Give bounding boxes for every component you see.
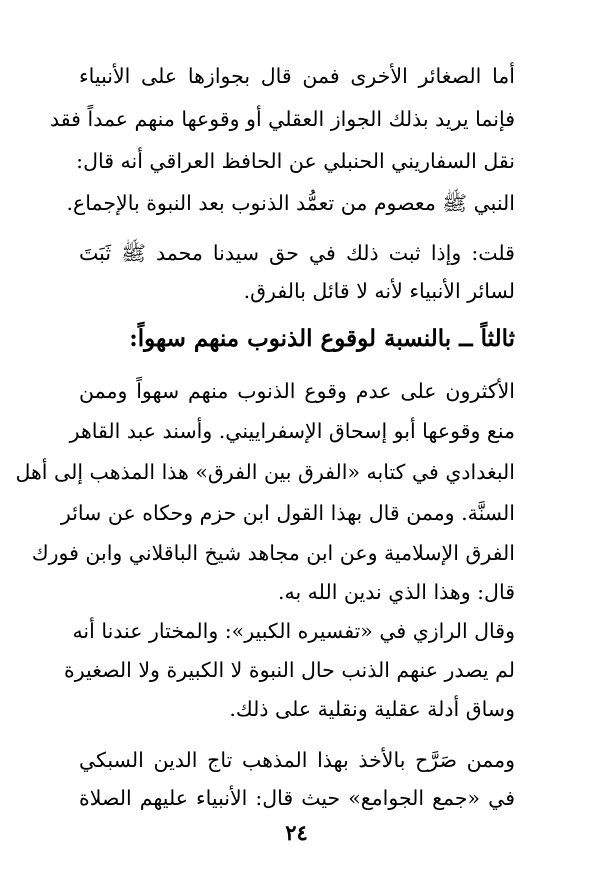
text-line: البغدادي في كتابه «الفرق بين الفرق» هذا المذهب إلى أهل xyxy=(15,460,515,484)
text-line: قلت: وإذا ثبت ذلك في حق سيدنا محمد ﷺ ثَبَتَ xyxy=(79,241,515,265)
text-line: الفرق الإسلامية وعن ابن مجاهد شيخ الباقلاني وابن فورك xyxy=(31,541,515,565)
text-line: لسائر الأنبياء لأنه لا قائل بالفرق. xyxy=(243,279,515,303)
page-number: ٢٤ xyxy=(285,820,308,845)
text-line: نقل السفاريني الحنبلي عن الحافظ العراقي أنه قال: xyxy=(76,149,515,173)
section-heading: ثالثاً ــ بالنسبة لوقوع الذنوب منهم سهواً: xyxy=(129,325,515,352)
text-line: السنَّة. وممن قال بهذا القول ابن حزم وحكاه عن سائر xyxy=(60,501,515,525)
text-line: فإنما يريد بذلك الجواز العقلي أو وقوعها منهم عمداً فقد xyxy=(50,107,515,131)
text-line: الأكثرون على عدم وقوع الذنوب منهم سهواً وممن xyxy=(79,379,515,403)
text-line: قال: وهذا الذي ندين الله به. xyxy=(277,580,515,604)
text-line: وقال الرازي في «تفسيره الكبير»: والمختار عندنا أنه xyxy=(72,619,515,643)
text-line: وممن صَرَّح بالأخذ بهذا المذهب تاج الدين السبكي xyxy=(79,748,515,772)
text-line: النبي ﷺ معصوم من تعمُّد الذنوب بعد النبوة بالإجماع. xyxy=(66,191,515,215)
text-line: منع وقوعها أبو إسحاق الإسفراييني. وأسند عبد القاهر xyxy=(69,419,515,443)
text-line: لم يصدر عنهم الذنب حال النبوة لا الكبيرة ولا الصغيرة xyxy=(64,658,515,682)
text-line: وساق أدلة عقلية ونقلية على ذلك. xyxy=(229,697,515,721)
text-line: أما الصغائر الأخرى فمن قال بجوازها على الأنبياء xyxy=(79,64,515,88)
text-line: في «جمع الجوامع» حيث قال: الأنبياء عليهم الصلاة xyxy=(79,786,515,810)
